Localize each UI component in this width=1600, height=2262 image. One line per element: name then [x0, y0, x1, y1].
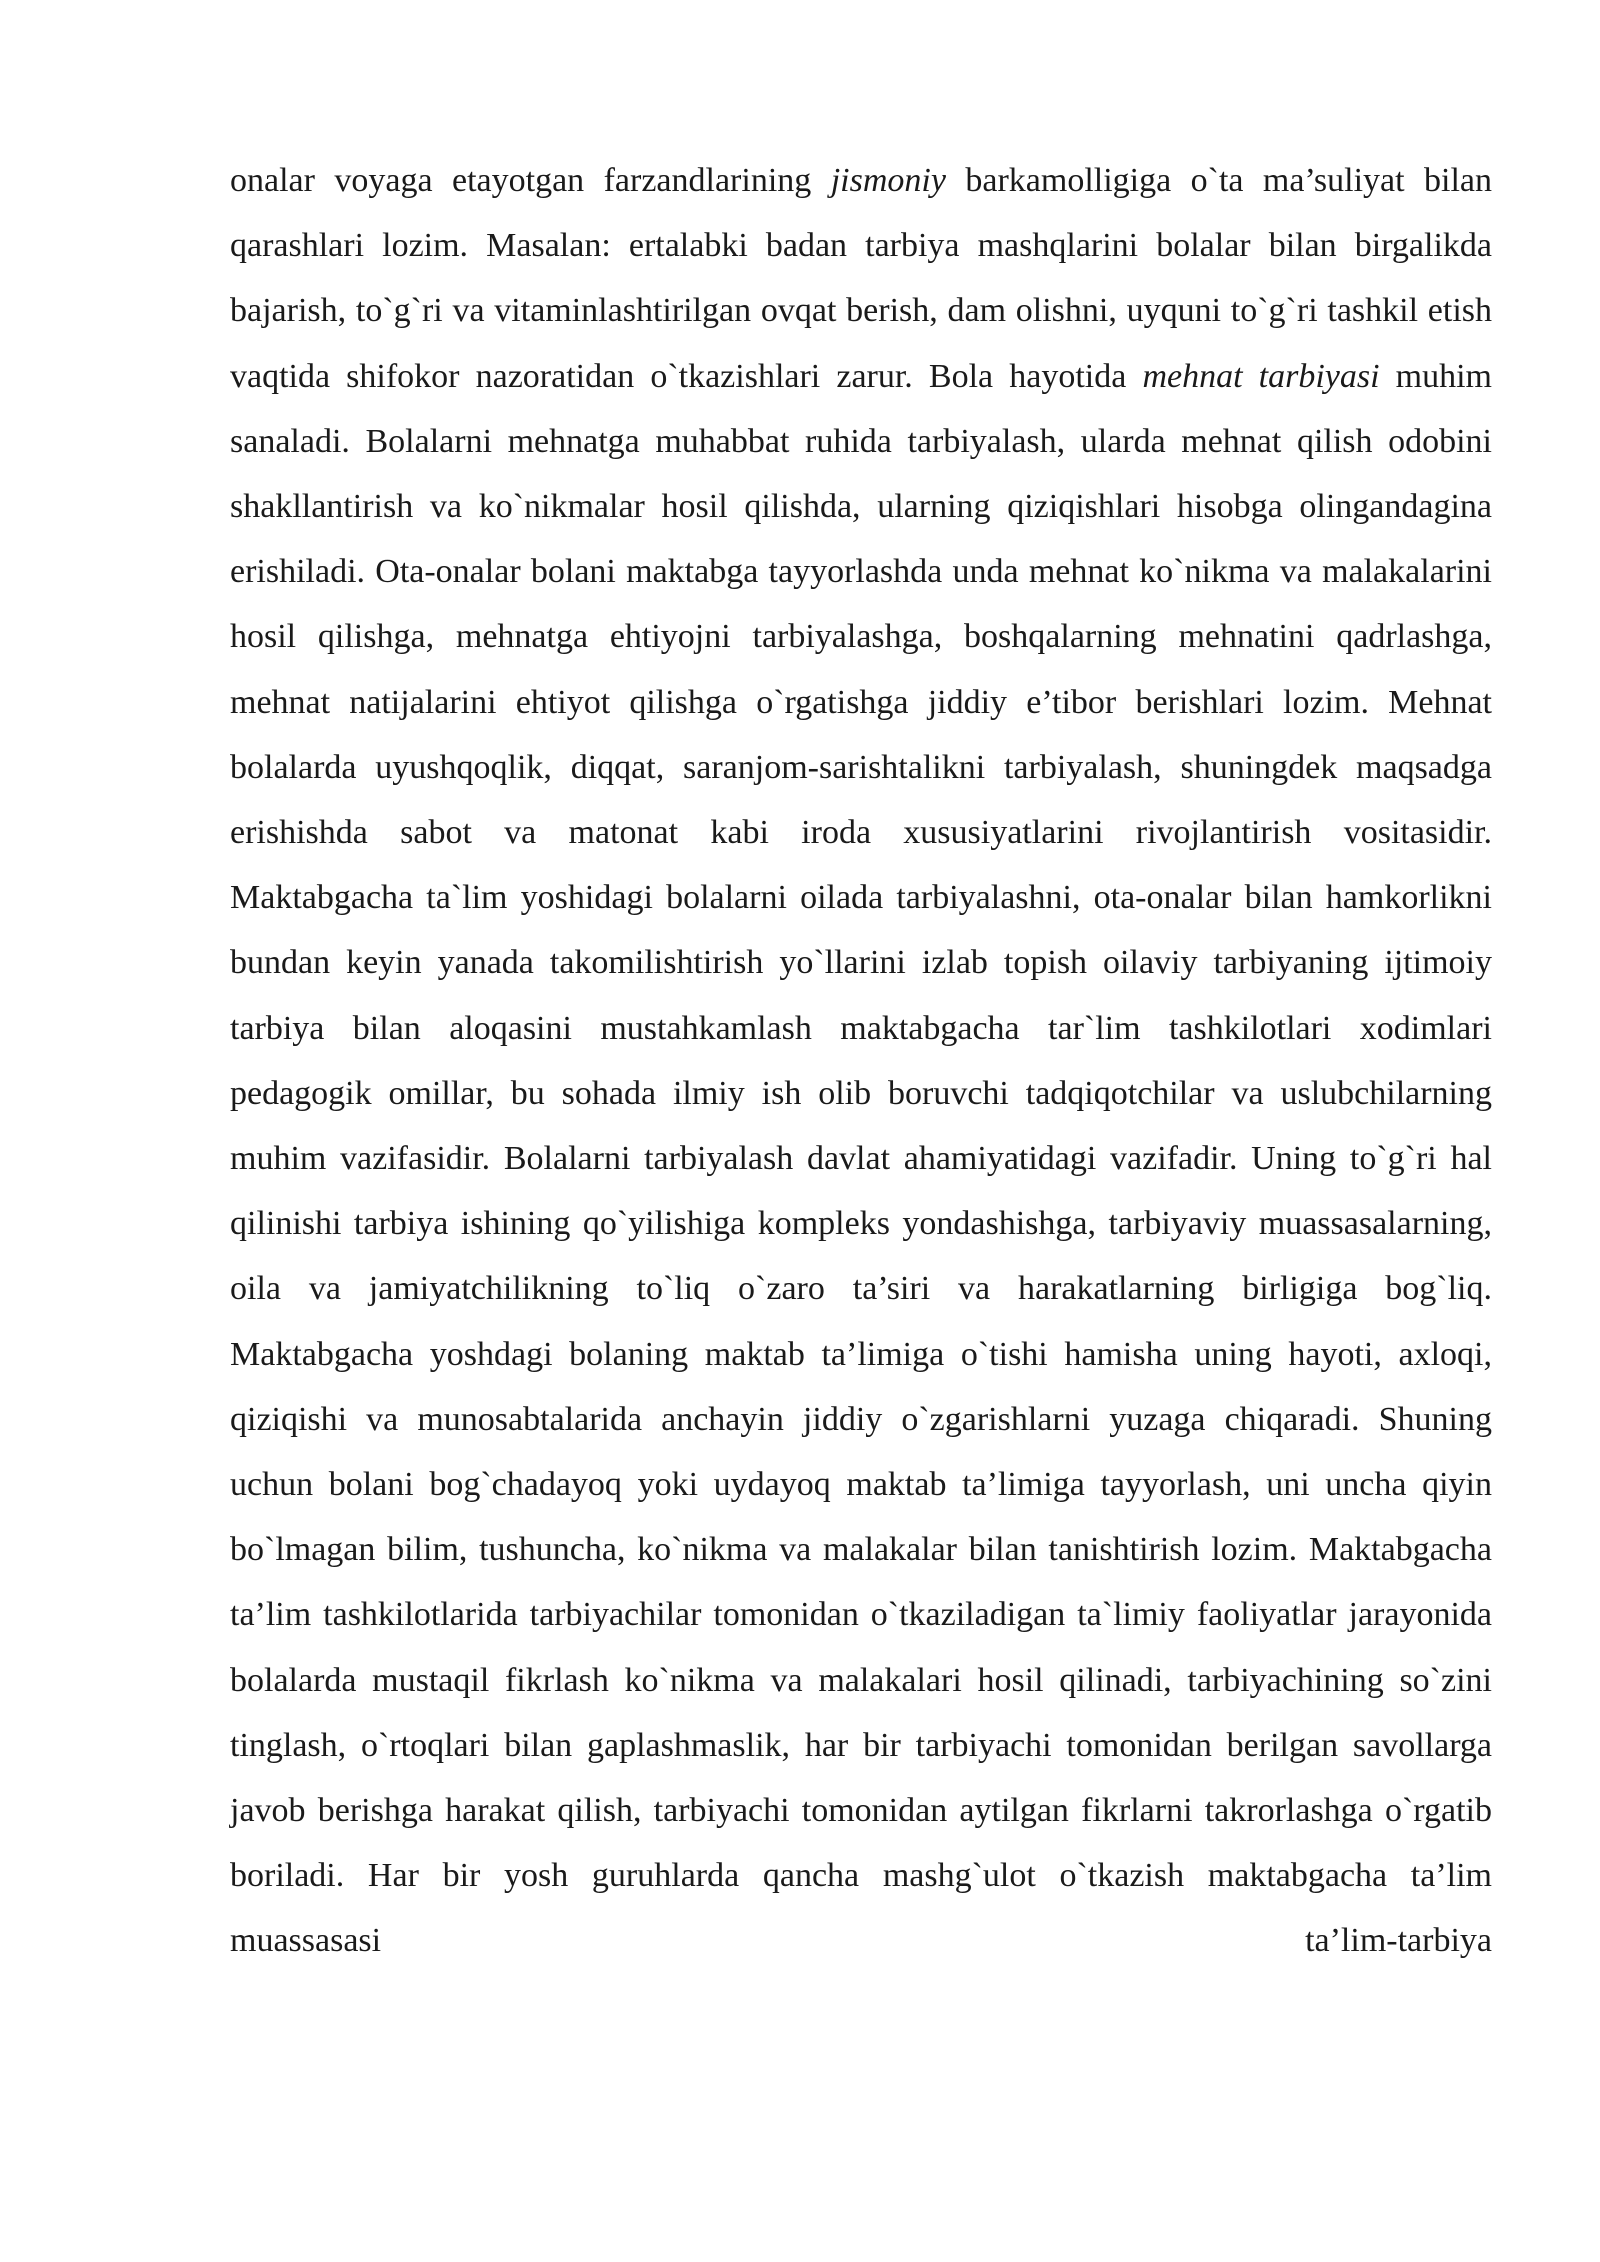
text-run-2: barkamolligiga o`ta ma’suliyat bilan qarashlari lozim. Masalan: ertalabki badan tarbiya mashqlarini bolalar bilan birgalikda bajarish, to`g`ri va vitaminlashtirilgan ovqat berish, dam olishni, uyquni to`g`ri tashkil etish vaqtida shifokor nazoratidan o`tkazishlari zarur. Bola hayotida	[230, 162, 1492, 395]
text-run-3: muhim sanaladi. Bolalarni mehnatga muhabbat ruhida tarbiyalash, ularda mehnat qilish odobini shakllantirish va ko`nikmalar hosil qilishda, ularning qiziqishlari hisobga olingandagina erishiladi. Ota-onalar bolani maktabga tayyorlashda unda mehnat ko`nikma va malakalarini hosil qilishga, mehnatga ehtiyojni tarbiyalashga, boshqalarning mehnatini qadrlashga, mehnat natijalarini ehtiyot qilishga o`rgatishga jiddiy e’tibor berishlari lozim. Mehnat bolalarda uyushqoqlik, diqqat, saranjom-sarishtalikni tarbiyalash, shuningdek maqsadga erishishda sabot va matonat kabi iroda xususiyatlarini rivojlantirish vositasidir. Maktabgacha ta`lim yoshidagi bolalarni oilada tarbiyalashni, ota-onalar bilan hamkorlikni bundan keyin yanada takomilishtirish yo`llarini izlab topish oilaviy tarbiyaning ijtimoiy tarbiya bilan aloqasini mustahkamlash maktabgacha tar`lim tashkilotlari xodimlari pedagogik omillar, bu sohada ilmiy ish olib boruvchi tadqiqotchilar va uslubchilarning muhim vazifasidir. Bolalarni tarbiyalash davlat ahamiyatidagi vazifadir. Uning to`g`ri hal qilinishi tarbiya ishining qo`yilishiga kompleks yondashishga, tarbiyaviy muassasalarning, oila va jamiyatchilikning to`liq o`zaro ta’siri va harakatlarning birligiga bog`liq. Maktabgacha yoshdagi bolaning maktab ta’limiga o`tishi hamisha uning hayoti, axloqi, qiziqishi va munosabtalarida anchayin jiddiy o`zgarishlarni yuzaga chiqaradi. Shuning uchun bolani bog`chadayoq yoki uydayoq maktab ta’limiga tayyorlash, uni uncha qiyin bo`lmagan bilim, tushuncha, ko`nikma va malakalar bilan tanishtirish lozim. Maktabgacha ta’lim tashkilotlarida tarbiyachilar tomonidan o`tkaziladigan ta`limiy faoliyatlar jarayonida bolalarda mustaqil fikrlash ko`nikma va malakalari hosil qilinadi, tarbiyachining so`zini tinglash, o`rtoqlari bilan gaplashmaslik, har bir tarbiyachi tomonidan berilgan savollarga javob berishga harakat qilish, tarbiyachi tomonidan aytilgan fikrlarni takrorlashga o`rgatib boriladi. Har bir yosh guruhlarda qancha mashg`ulot o`tkazish maktabgacha ta’lim muassasasi ta’lim-tarbiya	[230, 357, 1492, 1960]
italic-term-mehnat-tarbiyasi: mehnat tarbiyasi	[1142, 357, 1380, 395]
text-run-1: onalar voyaga etayotgan farzandlarining	[230, 162, 831, 199]
italic-term-jismoniy: jismoniy	[830, 162, 946, 199]
body-paragraph	[230, 148, 1492, 1974]
